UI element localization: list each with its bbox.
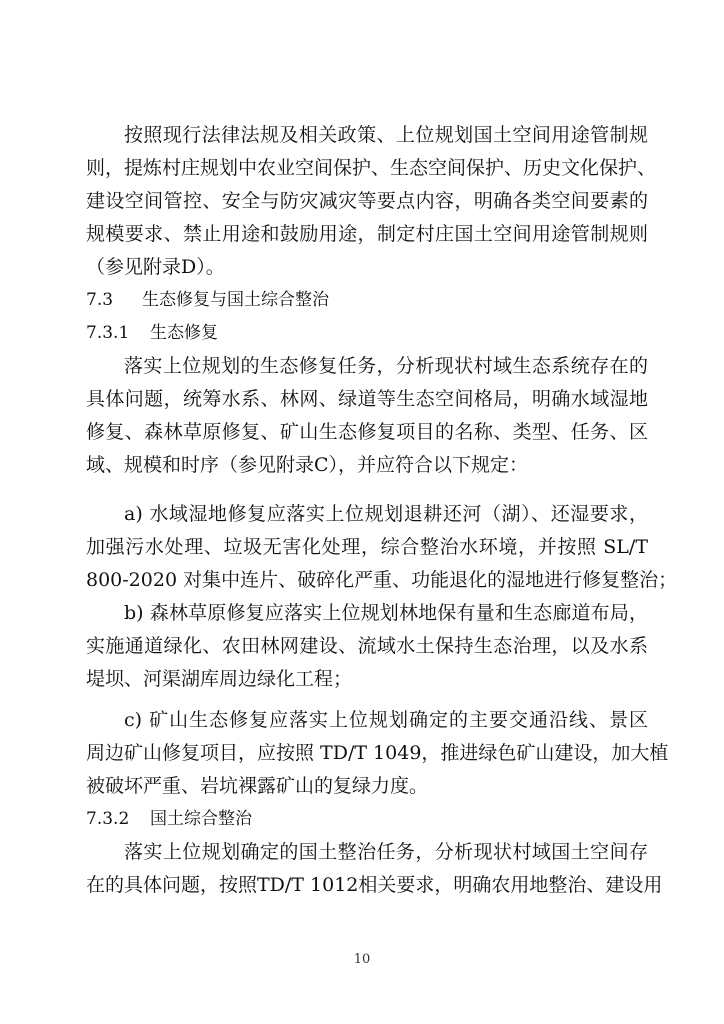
subsection-heading	[86, 317, 648, 350]
list-item-line: b) 森林草原修复应落实上位规划林地保有量和生态廊道布局，	[124, 602, 648, 624]
paragraph-line: 修复、森林草原修复、矿山生态修复项目的名称、类型、任务、区	[86, 421, 648, 443]
paragraph-line: 具体问题，统筹水系、林网、绿道等生态空间格局，明确水域湿地	[86, 388, 648, 410]
paragraph-line: 规模要求、禁止用途和鼓励用途，制定村庄国土空间用途管制规则	[86, 223, 648, 245]
section-number: 7.3	[86, 290, 114, 310]
list-item-line: 加强污水处理、垃圾无害化处理，综合整治水环境，并按照 SL/T	[86, 536, 648, 558]
paragraph-line: （参见附录D）。	[86, 256, 225, 278]
paragraph-line: 域、规模和时序（参见附录C），并应符合以下规定：	[86, 454, 529, 476]
list-item-line: 800-2020 对集中连片、破碎化严重、功能退化的湿地进行修复整治；	[86, 569, 678, 591]
list-item-line: 周边矿山修复项目，应按照 TD/T 1049，推进绿色矿山建设，加大植	[86, 742, 669, 764]
section-title: 生态修复与国土综合整治	[142, 290, 329, 310]
list-item-line: 实施通道绿化、农田林网建设、流域水土保持生态治理，以及水系	[86, 635, 648, 657]
page-number: 10	[353, 952, 371, 967]
paragraph-line: 则，提炼村庄规划中农业空间保护、生态空间保护、历史文化保护、	[86, 157, 657, 179]
paragraph-line: 落实上位规划的生态修复任务，分析现状村域生态系统存在的	[124, 355, 648, 377]
subsection-number: 7.3.1	[86, 323, 130, 343]
list-item-line: 被破坏严重、岩坑裸露矿山的复绿力度。	[86, 775, 429, 797]
subsection-title: 生态修复	[150, 323, 218, 343]
subsection-title: 国土综合整治	[150, 809, 252, 829]
list-item-line: c) 矿山生态修复应落实上位规划确定的主要交通沿线、景区	[124, 709, 648, 731]
paragraph-line: 在的具体问题，按照TD/T 1012相关要求，明确农用地整治、建设用	[86, 874, 663, 896]
subsection-number: 7.3.2	[86, 809, 130, 829]
list-item-line: a) 水域湿地修复应落实上位规划退耕还河（湖）、还湿要求，	[124, 503, 648, 525]
section-heading	[86, 284, 648, 317]
paragraph-line: 按照现行法律法规及相关政策、上位规划国土空间用途管制规	[124, 124, 648, 146]
list-item-line: 堤坝、河渠湖库周边绿化工程；	[86, 668, 353, 690]
paragraph-line: 建设空间管控、安全与防灾减灾等要点内容，明确各类空间要素的	[86, 190, 648, 212]
paragraph-line: 落实上位规划确定的国土整治任务，分析现状村域国土空间存	[124, 841, 648, 863]
subsection-heading	[86, 803, 648, 836]
